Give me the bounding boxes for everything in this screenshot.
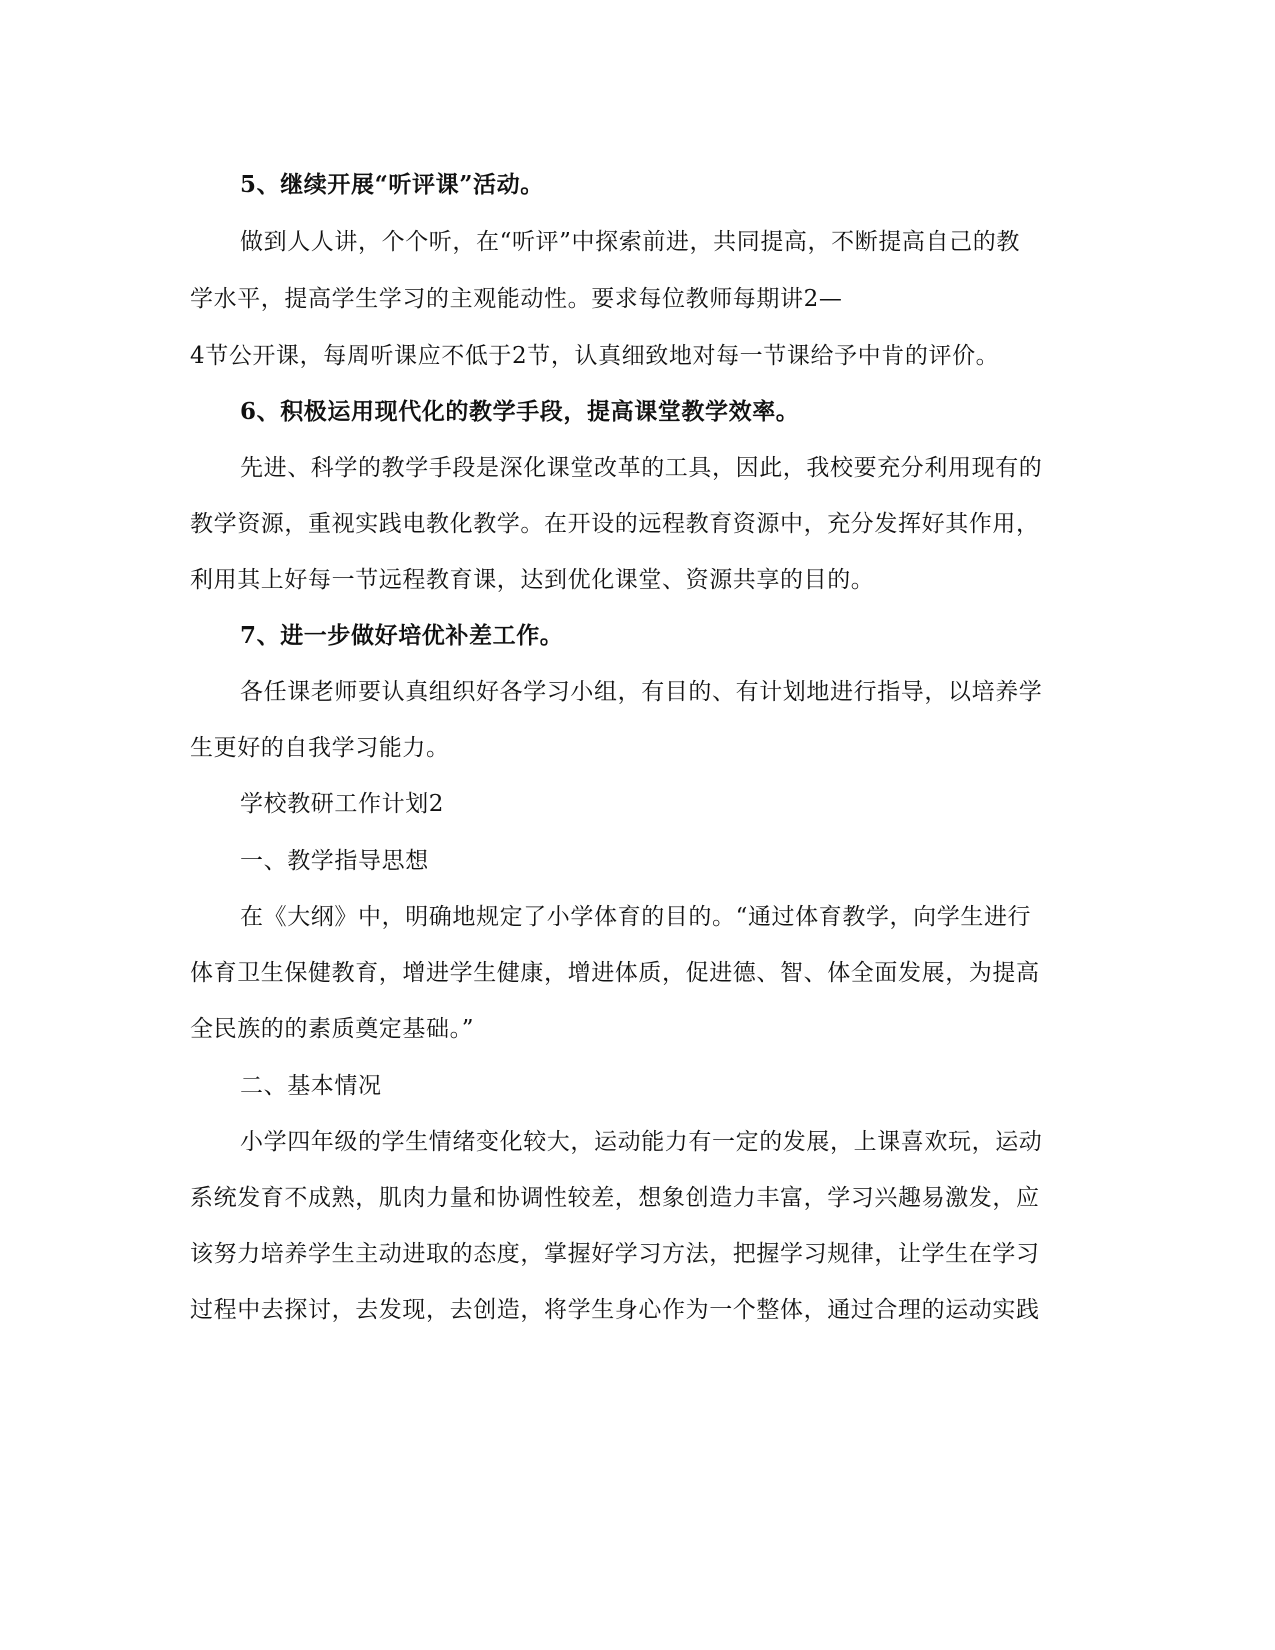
paragraph-line: 先进、科学的教学手段是深化课堂改革的工具，因此，我校要充分利用现有的	[240, 455, 1043, 481]
paragraph-line: 生更好的自我学习能力。	[190, 735, 450, 761]
paragraph-line: 体育卫生保健教育，增进学生健康，增进体质，促进德、智、体全面发展，为提高	[190, 960, 1040, 986]
paragraph-line: 利用其上好每一节远程教育课，达到优化课堂、资源共享的目的。	[190, 567, 875, 593]
section-heading-7: 7、进一步做好培优补差工作。	[240, 622, 564, 649]
paragraph-line: 在《大纲》中，明确地规定了小学体育的目的。“通过体育教学，向学生进行	[240, 904, 1032, 930]
section-heading-6: 6、积极运用现代化的教学手段，提高课堂教学效率。	[240, 398, 800, 425]
paragraph-line: 过程中去探讨，去发现，去创造，将学生身心作为一个整体，通过合理的运动实践	[190, 1297, 1040, 1323]
paragraph-line: 教学资源，重视实践电教化教学。在开设的远程教育资源中，充分发挥好其作用，	[190, 511, 1040, 537]
paragraph-line: 系统发育不成熟，肌肉力量和协调性较差，想象创造力丰富，学习兴趣易激发，应	[190, 1185, 1040, 1211]
paragraph-line: 全民族的的素质奠定基础。”	[190, 1016, 475, 1042]
paragraph-line: 该努力培养学生主动进取的态度，掌握好学习方法，把握学习规律，让学生在学习	[190, 1241, 1040, 1267]
section-heading-5: 5、继续开展“听评课”活动。	[240, 171, 544, 198]
paragraph-line: 4节公开课，每周听课应不低于2节，认真细致地对每一节课给予中肯的评价。	[190, 343, 1000, 369]
section-heading-1: 一、教学指导思想	[240, 848, 429, 874]
document-subtitle: 学校教研工作计划2	[240, 791, 445, 817]
paragraph-line: 小学四年级的学生情绪变化较大，运动能力有一定的发展，上课喜欢玩，运动	[240, 1129, 1043, 1155]
paragraph-line: 各任课老师要认真组织好各学习小组，有目的、有计划地进行指导，以培养学	[240, 679, 1043, 705]
paragraph-line: 学水平，提高学生学习的主观能动性。要求每位教师每期讲2—	[190, 286, 843, 312]
paragraph-line: 做到人人讲，个个听，在“听评”中探索前进，共同提高，不断提高自己的教	[240, 229, 1020, 255]
section-heading-2: 二、基本情况	[240, 1073, 382, 1099]
